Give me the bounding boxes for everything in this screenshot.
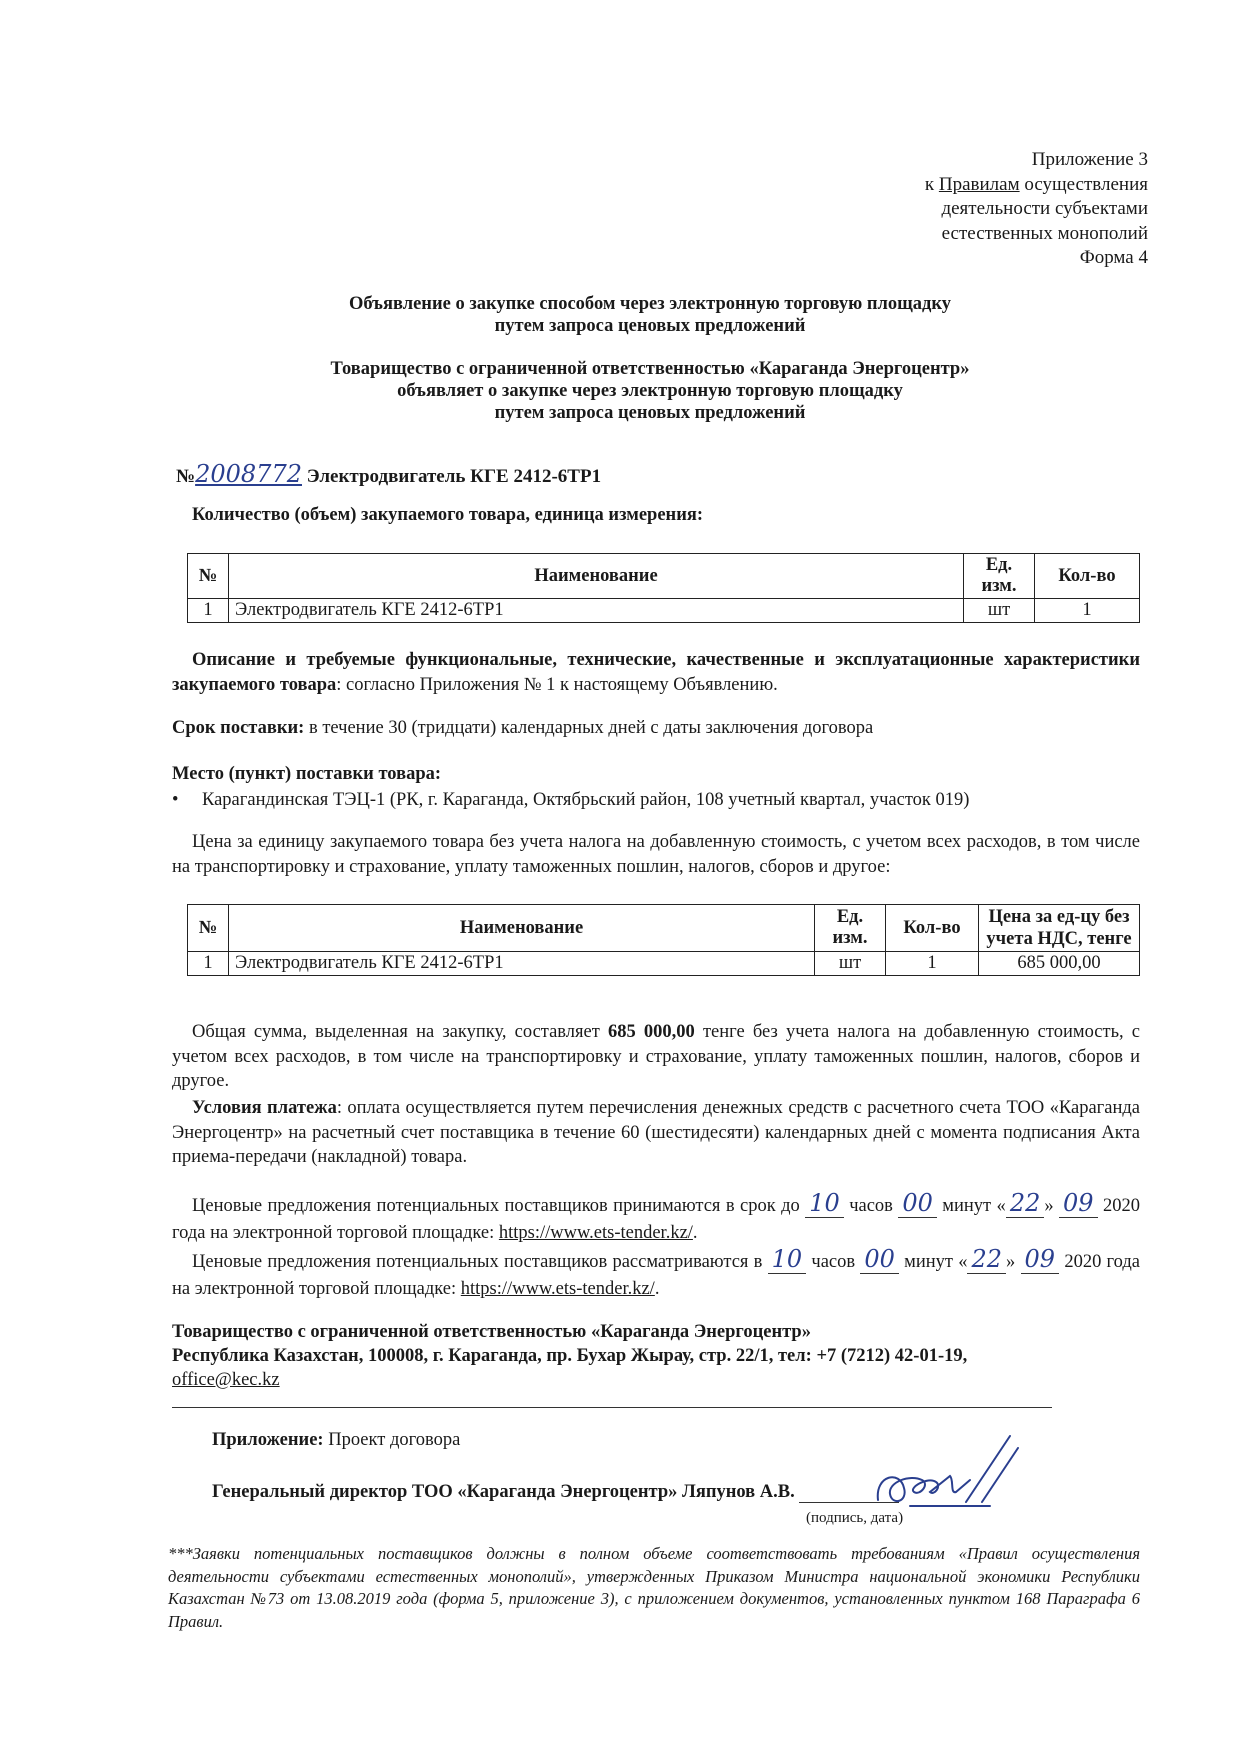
accept-hours-handwritten: 10 [805, 1189, 844, 1218]
cell-num: 1 [188, 599, 229, 623]
signature-icon [870, 1430, 1020, 1515]
cell-qty: 1 [1035, 599, 1140, 623]
table-header-row [188, 905, 1140, 952]
price-table [187, 904, 1140, 976]
total-text-after: тенге без учета налога на добавленную стоимость, с учетом всех расходов, в том числе на транспортировку и страхование, уплату таможенных пошлин, налогов, сборов и другое. [172, 1022, 1141, 1091]
director-text: Генеральный директор ТОО «Караганда Энергоцентр» Ляпунов А.В. [212, 1482, 795, 1502]
accept-minutes-handwritten: 00 [898, 1189, 937, 1218]
company-address: Республика Казахстан, 100008, г. Караганда, пр. Бухар Жырау, стр. 22/1, тел: +7 (7212) 42-01-19, [172, 1346, 968, 1366]
divider [172, 1407, 1052, 1408]
announcement-title [150, 293, 1150, 337]
total-paragraph [172, 1020, 1140, 1094]
review-text-3: минут « [898, 1252, 968, 1272]
rules-link: Правилам [938, 173, 1020, 195]
accept-day-handwritten: 22 [1006, 1189, 1045, 1218]
description-paragraph [172, 648, 1140, 697]
delivery-place-text: Карагандинская ТЭЦ-1 (РК, г. Караганда, Октябрьский район, 108 учетный квартал, участок 019) [202, 790, 970, 810]
review-end: . [654, 1279, 660, 1299]
review-text-1: Ценовые предложения потенциальных поставщиков рассматриваются в [192, 1252, 768, 1272]
company-announcement [150, 358, 1150, 424]
annex-line-3: деятельности субъектами [941, 198, 1148, 219]
company-name: Товарищество с ограниченной ответственностью «Караганда Энергоцентр» [172, 1322, 811, 1342]
title2-line-3: путем запроса ценовых предложений [494, 403, 806, 423]
annex-reference [925, 148, 1148, 271]
quantity-label: Количество (объем) закупаемого товара, единица измерения: [192, 505, 704, 525]
header-price: Цена за ед-цу без учета НДС, тенге [979, 905, 1140, 952]
annex-suffix: осуществления [1019, 173, 1148, 195]
footnote: ***Заявки потенциальных поставщиков должны в полном объеме соответствовать требованиям «Правил осуществления деятельности субъектами естественных монополий», утвержденных Приказом Министра национальной экономики Республики Казахстан №73 от 13.08.2019 года (форма 5, приложение 3), с приложением документов, установленных пунктом 168 Параграфа 6 Правил. [168, 1544, 1140, 1631]
total-text-before: Общая сумма, выделенная на закупку, составляет [192, 1022, 609, 1042]
title1-line-1: Объявление о закупке способом через электронную торговую площадку [348, 294, 952, 314]
annex-form-number: Форма 4 [1079, 247, 1148, 268]
review-day-handwritten: 22 [967, 1245, 1006, 1274]
director-line [212, 1482, 899, 1503]
cell-num: 1 [188, 952, 229, 976]
lot-number-handwritten: 2008772 [195, 460, 302, 488]
review-text-2: часов [806, 1252, 861, 1272]
attachment-label: Приложение: [212, 1430, 324, 1450]
delivery-place-heading: Место (пункт) поставки товара: [172, 764, 442, 784]
delivery-term [172, 716, 1140, 741]
annex-line-2 [925, 173, 1148, 198]
delivery-place-item [172, 790, 969, 811]
lot-name: Электродвигатель КГЕ 2412-6ТР1 [306, 466, 602, 487]
header-qty: Кол-во [886, 905, 979, 952]
header-num: № [188, 554, 229, 599]
deadline-review [172, 1246, 1140, 1303]
review-month-handwritten: 09 [1021, 1245, 1060, 1274]
company-email-link[interactable]: office@kec.kz [172, 1370, 280, 1390]
annex-line-1: Приложение 3 [1031, 149, 1148, 170]
header-name: Наименование [229, 554, 964, 599]
table-header-row [188, 554, 1140, 599]
header-qty: Кол-во [1035, 554, 1140, 599]
accept-end: . [692, 1223, 698, 1243]
ets-tender-link[interactable]: https://www.ets-tender.kz/ [498, 1223, 693, 1243]
accept-text-1: Ценовые предложения потенциальных поставщиков принимаются в срок до [192, 1196, 806, 1216]
lot-prefix: № [176, 466, 196, 487]
title2-line-2: объявляет о закупке через электронную торговую площадку [397, 381, 903, 401]
signature-caption: (подпись, дата) [806, 1510, 904, 1526]
cell-price: 685 000,00 [979, 952, 1140, 976]
cell-unit: шт [964, 599, 1035, 623]
review-hours-handwritten: 10 [768, 1245, 807, 1274]
delivery-place-label [172, 762, 1140, 787]
header-num: № [188, 905, 229, 952]
quantity-table [187, 553, 1140, 623]
annex-prefix: к [924, 173, 939, 195]
payment-label: Условия платежа [192, 1098, 337, 1118]
payment-text: : оплата осуществляется путем перечисления денежных средств с расчетного счета ТОО «Караганда Энергоцентр» на расчетный счет поставщика в течение 60 (шестидесяти) календарных дней с момента подписания Акта приема-передачи (накладной) товара. [172, 1098, 1140, 1167]
title2-line-1: Товарищество с ограниченной ответственностью «Караганда Энергоцентр» [330, 359, 970, 379]
description-text: : согласно Приложения № 1 к настоящему Объявлению. [336, 674, 778, 695]
accept-text-5: 2020 года на электронной торговой площадке: [172, 1196, 1140, 1243]
cell-unit: шт [815, 952, 886, 976]
review-minutes-handwritten: 00 [860, 1245, 899, 1274]
accept-text-2: часов [843, 1196, 899, 1216]
cell-qty: 1 [886, 952, 979, 976]
ets-tender-link[interactable]: https://www.ets-tender.kz/ [460, 1279, 655, 1299]
table-row [188, 599, 1140, 623]
cell-name: Электродвигатель КГЕ 2412-6ТР1 [229, 952, 815, 976]
description-label: Описание и требуемые функциональные, технические, качественные и эксплуатационные характеристики закупаемого товара [172, 650, 1140, 695]
payment-paragraph [172, 1096, 1140, 1170]
total-amount: 685 000,00 [608, 1022, 695, 1042]
price-intro: Цена за единицу закупаемого товара без учета налога на добавленную стоимость, с учетом всех расходов, в том числе на транспортировку и страхование, уплату таможенных пошлин, налогов, сборов и другое: [172, 832, 1140, 877]
company-email-line [172, 1368, 1140, 1393]
header-unit: Ед. изм. [815, 905, 886, 952]
review-text-4: » [1006, 1252, 1021, 1272]
header-unit: Ед. изм. [964, 554, 1035, 599]
attachment-line [212, 1430, 460, 1451]
attachment-text: Проект договора [323, 1430, 461, 1450]
accept-month-handwritten: 09 [1059, 1189, 1098, 1218]
accept-text-4: » [1044, 1196, 1060, 1216]
annex-line-4: естественных монополий [941, 222, 1148, 244]
accept-text-3: минут « [936, 1196, 1006, 1216]
bullet-mark: • [172, 790, 179, 810]
delivery-term-text: в течение 30 (тридцати) календарных дней с даты заключения договора [304, 718, 874, 738]
title1-line-2: путем запроса ценовых предложений [494, 316, 806, 336]
lot-heading [176, 460, 601, 488]
delivery-term-label: Срок поставки: [172, 718, 305, 738]
header-name: Наименование [229, 905, 815, 952]
deadline-accept [172, 1190, 1140, 1247]
cell-name: Электродвигатель КГЕ 2412-6ТР1 [229, 599, 964, 623]
table-row [188, 952, 1140, 976]
review-text-5: 2020 года на электронной торговой площадке: [172, 1252, 1141, 1299]
